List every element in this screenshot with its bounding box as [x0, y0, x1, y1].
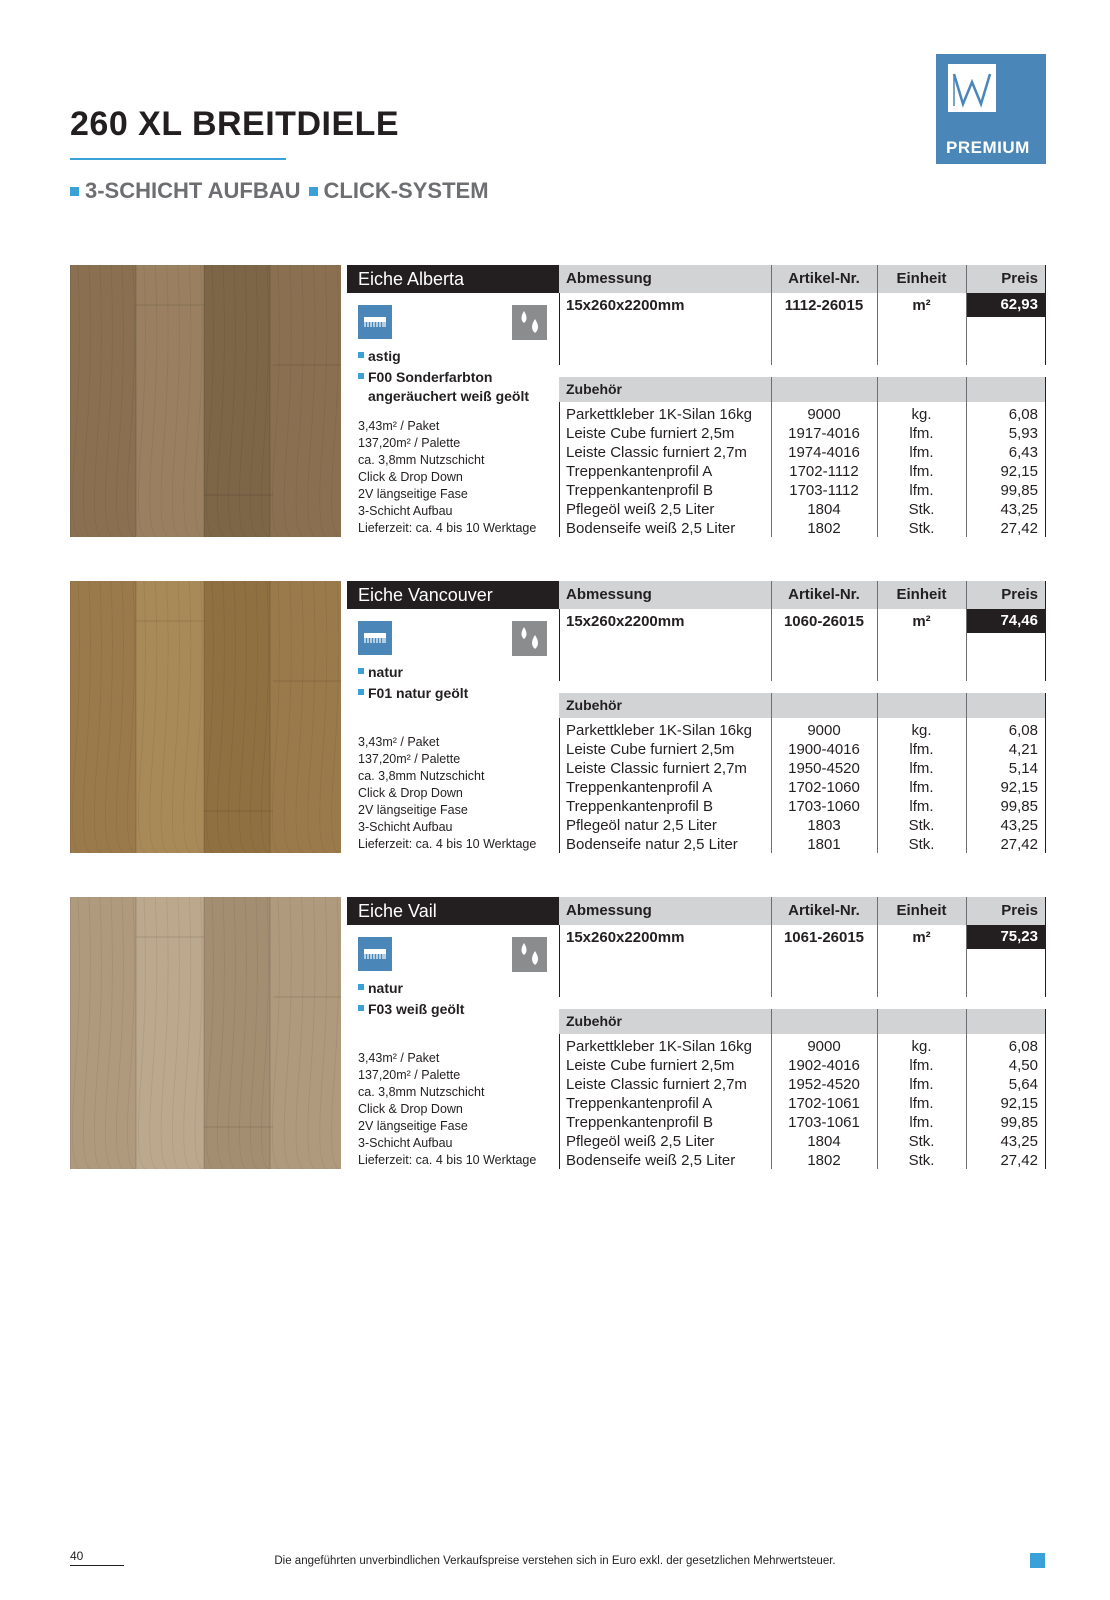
- accessory-unit: lfm.: [909, 1114, 934, 1131]
- characteristic-text: F01 natur geölt: [368, 685, 469, 701]
- accessory-unit: kg.: [911, 406, 932, 423]
- oil-drops-icon: [512, 621, 547, 656]
- spec-list: [358, 1050, 536, 1169]
- spec-list: [358, 734, 536, 853]
- spec-line: ca. 3,8mm Nutzschicht: [358, 1085, 485, 1099]
- accessory-name: Pflegeöl weiß 2,5 Liter: [566, 1133, 715, 1150]
- footer-note: Die angeführten unverbindlichen Verkaufspreise verstehen sich in Euro exkl. der gesetzlichen Mehrwertsteuer.: [274, 1555, 836, 1567]
- icon-row: [347, 925, 559, 975]
- accessory-article: 1702-1060: [788, 779, 860, 796]
- product-dimension: 15x260x2200mm: [566, 297, 685, 314]
- characteristic-text: F03 weiß geölt: [368, 1001, 465, 1017]
- column-divider: [559, 925, 560, 997]
- product-price: 75,23: [966, 925, 1046, 949]
- footer-square-icon: [1030, 1553, 1045, 1568]
- accessory-price: 27,42: [1000, 520, 1038, 537]
- column-divider: [1045, 1009, 1046, 1169]
- accessory-unit: lfm.: [909, 760, 934, 777]
- accessory-unit: Stk.: [908, 501, 935, 518]
- badge-label: PREMIUM: [946, 138, 1030, 157]
- table-header: [559, 581, 1046, 609]
- product-article-no: 1061-26015: [783, 929, 865, 946]
- header-article-no: Artikel-Nr.: [788, 270, 860, 287]
- product-unit: m²: [912, 613, 931, 630]
- accessory-unit: lfm.: [909, 741, 934, 758]
- accessory-name: Treppenkantenprofil B: [566, 798, 714, 815]
- accessory-unit: Stk.: [908, 1152, 935, 1169]
- column-divider: [771, 265, 772, 365]
- column-divider: [559, 609, 560, 681]
- accessory-article: 9000: [807, 406, 841, 423]
- accessory-name: Bodenseife weiß 2,5 Liter: [566, 1152, 736, 1169]
- column-divider: [1045, 693, 1046, 853]
- header-unit: Einheit: [896, 586, 947, 603]
- column-divider: [877, 265, 878, 365]
- accessory-unit: lfm.: [909, 1076, 934, 1093]
- accessory-price: 99,85: [1000, 798, 1038, 815]
- accessory-row: [559, 1094, 1046, 1113]
- price-table: [559, 897, 1046, 1169]
- product-info: [347, 581, 559, 853]
- accessory-list: [559, 1037, 1046, 1170]
- product-dimension: 15x260x2200mm: [566, 929, 685, 946]
- accessory-unit: Stk.: [908, 817, 935, 834]
- header-article-no: Artikel-Nr.: [788, 902, 860, 919]
- accessory-article: 1801: [807, 836, 841, 853]
- accessory-article: 1802: [807, 520, 841, 537]
- accessory-row: [559, 481, 1046, 500]
- accessory-row: [559, 778, 1046, 797]
- characteristic-item: [358, 663, 403, 682]
- accessory-price: 92,15: [1000, 779, 1038, 796]
- accessory-price: 6,08: [1008, 1038, 1038, 1055]
- accessory-price: 4,50: [1008, 1057, 1038, 1074]
- accessory-name: Leiste Cube furniert 2,5m: [566, 1057, 735, 1074]
- accessory-name: Treppenkantenprofil A: [566, 779, 713, 796]
- title-rule: [70, 158, 286, 160]
- accessory-article: 9000: [807, 1038, 841, 1055]
- spec-line: Click & Drop Down: [358, 470, 463, 484]
- accessory-article: 1702-1112: [789, 463, 859, 480]
- column-divider: [877, 897, 878, 997]
- accessory-price: 92,15: [1000, 463, 1038, 480]
- characteristic-text: angeräuchert weiß geölt: [368, 388, 530, 404]
- column-divider: [771, 693, 772, 853]
- header-dimension: Abmessung: [566, 270, 652, 287]
- accessory-name: Pflegeöl weiß 2,5 Liter: [566, 501, 715, 518]
- characteristic-item: [358, 347, 401, 366]
- accessory-row: [559, 835, 1046, 854]
- bullet-square-icon: [358, 352, 364, 358]
- header-article-no: Artikel-Nr.: [788, 586, 860, 603]
- column-divider: [771, 581, 772, 681]
- product-article-no: 1112-26015: [784, 297, 864, 314]
- accessory-price: 99,85: [1000, 482, 1038, 499]
- spec-line: ca. 3,8mm Nutzschicht: [358, 453, 485, 467]
- bullet-square-icon: [70, 187, 79, 196]
- spec-line: Lieferzeit: ca. 4 bis 10 Werktage: [358, 1153, 537, 1167]
- column-divider: [1045, 377, 1046, 537]
- accessory-name: Pflegeöl natur 2,5 Liter: [566, 817, 717, 834]
- accessory-name: Treppenkantenprofil B: [566, 1114, 714, 1131]
- accessory-row: [559, 1151, 1046, 1170]
- accessory-article: 1804: [807, 1133, 841, 1150]
- accessory-row: [559, 1075, 1046, 1094]
- accessory-row: [559, 462, 1046, 481]
- accessory-price: 99,85: [1000, 1114, 1038, 1131]
- bullet-square-icon: [358, 373, 364, 379]
- header-accessories: Zubehör: [566, 381, 622, 397]
- wood-swatch-image: [70, 265, 341, 537]
- spec-line: 137,20m² / Palette: [358, 1068, 461, 1082]
- accessory-price: 4,21: [1008, 741, 1038, 758]
- accessory-row: [559, 1037, 1046, 1056]
- brush-surface-icon: [358, 305, 392, 339]
- column-divider: [1045, 265, 1046, 365]
- characteristic-text: F00 Sonderfarbton: [368, 369, 493, 385]
- column-divider: [559, 402, 560, 537]
- oil-drops-icon: [512, 305, 547, 340]
- accessory-article: 1703-1061: [788, 1114, 860, 1131]
- subtitle-text: 3-SCHICHT AUFBAU: [85, 178, 301, 203]
- accessory-name: Leiste Cube furniert 2,5m: [566, 741, 735, 758]
- accessory-price: 5,93: [1008, 425, 1038, 442]
- accessory-unit: lfm.: [909, 463, 934, 480]
- bullet-square-icon: [309, 187, 318, 196]
- accessory-unit: lfm.: [909, 425, 934, 442]
- subtitle-text: CLICK-SYSTEM: [323, 178, 489, 203]
- header-price: Preis: [1001, 902, 1038, 919]
- header-accessories: Zubehör: [566, 697, 622, 713]
- column-divider: [966, 265, 967, 365]
- accessory-row: [559, 519, 1046, 538]
- accessory-row: [559, 1113, 1046, 1132]
- accessory-row: [559, 500, 1046, 519]
- icon-row: [347, 609, 559, 659]
- accessory-name: Leiste Cube furniert 2,5m: [566, 425, 735, 442]
- column-divider: [966, 581, 967, 681]
- accessory-article: 1917-4016: [788, 425, 860, 442]
- product-info: [347, 265, 559, 537]
- product-unit: m²: [912, 929, 931, 946]
- accessory-article: 1804: [807, 501, 841, 518]
- accessory-article: 1952-4520: [788, 1076, 860, 1093]
- product-price: 74,46: [966, 609, 1046, 633]
- spec-line: 2V längseitige Fase: [358, 1119, 468, 1133]
- page-title: 260 XL BREITDIELE: [70, 105, 400, 143]
- spec-line: Click & Drop Down: [358, 1102, 463, 1116]
- accessory-unit: lfm.: [909, 482, 934, 499]
- column-divider: [559, 1034, 560, 1169]
- column-divider: [559, 293, 560, 365]
- spec-line: 3,43m² / Paket: [358, 419, 440, 433]
- accessory-article: 1703-1060: [788, 798, 860, 815]
- characteristic-item: [358, 368, 492, 387]
- accessory-name: Treppenkantenprofil A: [566, 1095, 713, 1112]
- accessory-price: 43,25: [1000, 501, 1038, 518]
- characteristic-item: [358, 387, 529, 406]
- price-table: [559, 581, 1046, 853]
- characteristic-item: [358, 1000, 464, 1019]
- header-price: Preis: [1001, 270, 1038, 287]
- table-header: [559, 265, 1046, 293]
- header-dimension: Abmessung: [566, 586, 652, 603]
- accessory-price: 27,42: [1000, 836, 1038, 853]
- subtitle-part: [70, 178, 301, 204]
- characteristic-text: natur: [368, 980, 403, 996]
- column-divider: [771, 1009, 772, 1169]
- accessory-price: 92,15: [1000, 1095, 1038, 1112]
- spec-list: [358, 418, 536, 537]
- brush-surface-icon: [358, 621, 392, 655]
- premium-badge: [936, 54, 1046, 164]
- accessory-unit: kg.: [911, 722, 932, 739]
- accessory-price: 43,25: [1000, 1133, 1038, 1150]
- column-divider: [877, 1009, 878, 1169]
- spec-line: Lieferzeit: ca. 4 bis 10 Werktage: [358, 521, 537, 535]
- price-table: [559, 265, 1046, 537]
- accessory-unit: lfm.: [909, 1095, 934, 1112]
- spec-line: 3,43m² / Paket: [358, 1051, 440, 1065]
- characteristic-text: natur: [368, 664, 403, 680]
- brush-surface-icon: [358, 937, 392, 971]
- column-divider: [877, 693, 878, 853]
- wood-swatch-image: [70, 897, 341, 1169]
- column-divider: [877, 377, 878, 537]
- wood-swatch-image: [70, 581, 341, 853]
- column-divider: [1045, 897, 1046, 997]
- header-unit: Einheit: [896, 902, 947, 919]
- accessory-article: 9000: [807, 722, 841, 739]
- accessory-row: [559, 759, 1046, 778]
- spec-line: Click & Drop Down: [358, 786, 463, 800]
- spec-line: 3-Schicht Aufbau: [358, 504, 453, 518]
- accessory-row: [559, 740, 1046, 759]
- spec-line: 137,20m² / Palette: [358, 752, 461, 766]
- w-logo-icon: [948, 64, 996, 112]
- product-name: Eiche Vancouver: [347, 581, 559, 609]
- column-divider: [1045, 581, 1046, 681]
- accessory-article: 1803: [807, 817, 841, 834]
- accessory-row: [559, 424, 1046, 443]
- product-dimension: 15x260x2200mm: [566, 613, 685, 630]
- column-divider: [877, 581, 878, 681]
- header-accessories: Zubehör: [566, 1013, 622, 1029]
- accessory-row: [559, 443, 1046, 462]
- spec-line: 3,43m² / Paket: [358, 735, 440, 749]
- header-price: Preis: [1001, 586, 1038, 603]
- accessory-article: 1702-1061: [788, 1095, 860, 1112]
- spec-line: 2V längseitige Fase: [358, 487, 468, 501]
- header-unit: Einheit: [896, 270, 947, 287]
- accessory-row: [559, 797, 1046, 816]
- product-block: [70, 897, 1046, 1169]
- bullet-square-icon: [358, 1005, 364, 1011]
- accessory-name: Leiste Classic furniert 2,7m: [566, 760, 747, 777]
- accessory-row: [559, 1056, 1046, 1075]
- bullet-square-icon: [358, 984, 364, 990]
- accessory-price: 5,14: [1008, 760, 1038, 777]
- accessory-row: [559, 721, 1046, 740]
- bullet-square-icon: [358, 668, 364, 674]
- characteristic-item: [358, 979, 403, 998]
- accessory-unit: lfm.: [909, 444, 934, 461]
- spec-line: 2V längseitige Fase: [358, 803, 468, 817]
- spec-line: Lieferzeit: ca. 4 bis 10 Werktage: [358, 837, 537, 851]
- page-number: 40: [70, 1549, 84, 1563]
- subtitle-part: [309, 178, 489, 204]
- product-info: [347, 897, 559, 1169]
- accessory-list: [559, 405, 1046, 538]
- accessory-name: Leiste Classic furniert 2,7m: [566, 444, 747, 461]
- accessory-unit: lfm.: [909, 798, 934, 815]
- accessory-row: [559, 816, 1046, 835]
- spec-line: ca. 3,8mm Nutzschicht: [358, 769, 485, 783]
- accessory-unit: lfm.: [909, 1057, 934, 1074]
- column-divider: [966, 377, 967, 537]
- accessory-name: Treppenkantenprofil B: [566, 482, 714, 499]
- accessory-name: Parkettkleber 1K-Silan 16kg: [566, 406, 752, 423]
- column-divider: [966, 1009, 967, 1169]
- accessory-price: 6,08: [1008, 722, 1038, 739]
- bullet-square-icon: [358, 689, 364, 695]
- product-block: [70, 581, 1046, 853]
- column-divider: [966, 897, 967, 997]
- accessory-price: 5,64: [1008, 1076, 1038, 1093]
- column-divider: [966, 693, 967, 853]
- accessory-article: 1902-4016: [788, 1057, 860, 1074]
- accessory-name: Parkettkleber 1K-Silan 16kg: [566, 722, 752, 739]
- characteristic-text: astig: [368, 348, 401, 364]
- accessory-price: 6,43: [1008, 444, 1038, 461]
- accessory-row: [559, 1132, 1046, 1151]
- accessories-header: [559, 1009, 1046, 1034]
- accessory-price: 6,08: [1008, 406, 1038, 423]
- product-price: 62,93: [966, 293, 1046, 317]
- column-divider: [771, 897, 772, 997]
- accessory-name: Bodenseife natur 2,5 Liter: [566, 836, 738, 853]
- accessory-name: Treppenkantenprofil A: [566, 463, 713, 480]
- product-name: Eiche Alberta: [347, 265, 559, 293]
- icon-row: [347, 293, 559, 343]
- accessory-name: Leiste Classic furniert 2,7m: [566, 1076, 747, 1093]
- accessory-row: [559, 405, 1046, 424]
- accessory-unit: Stk.: [908, 836, 935, 853]
- accessory-unit: lfm.: [909, 779, 934, 796]
- accessory-unit: Stk.: [908, 1133, 935, 1150]
- accessory-list: [559, 721, 1046, 854]
- spec-line: 137,20m² / Palette: [358, 436, 461, 450]
- accessory-article: 1703-1112: [789, 482, 859, 499]
- accessory-unit: Stk.: [908, 520, 935, 537]
- product-block: [70, 265, 1046, 537]
- column-divider: [771, 377, 772, 537]
- accessory-name: Parkettkleber 1K-Silan 16kg: [566, 1038, 752, 1055]
- spec-line: 3-Schicht Aufbau: [358, 820, 453, 834]
- product-article-no: 1060-26015: [783, 613, 865, 630]
- accessory-price: 27,42: [1000, 1152, 1038, 1169]
- header-dimension: Abmessung: [566, 902, 652, 919]
- accessory-article: 1950-4520: [788, 760, 860, 777]
- accessory-article: 1900-4016: [788, 741, 860, 758]
- accessory-article: 1802: [807, 1152, 841, 1169]
- spec-line: 3-Schicht Aufbau: [358, 1136, 453, 1150]
- subtitle: [70, 178, 497, 204]
- product-name: Eiche Vail: [347, 897, 559, 925]
- oil-drops-icon: [512, 937, 547, 972]
- accessory-name: Bodenseife weiß 2,5 Liter: [566, 520, 736, 537]
- table-header: [559, 897, 1046, 925]
- accessory-unit: kg.: [911, 1038, 932, 1055]
- accessory-article: 1974-4016: [788, 444, 860, 461]
- accessories-header: [559, 377, 1046, 402]
- accessories-header: [559, 693, 1046, 718]
- characteristic-item: [358, 684, 468, 703]
- accessory-price: 43,25: [1000, 817, 1038, 834]
- column-divider: [559, 718, 560, 853]
- product-unit: m²: [912, 297, 931, 314]
